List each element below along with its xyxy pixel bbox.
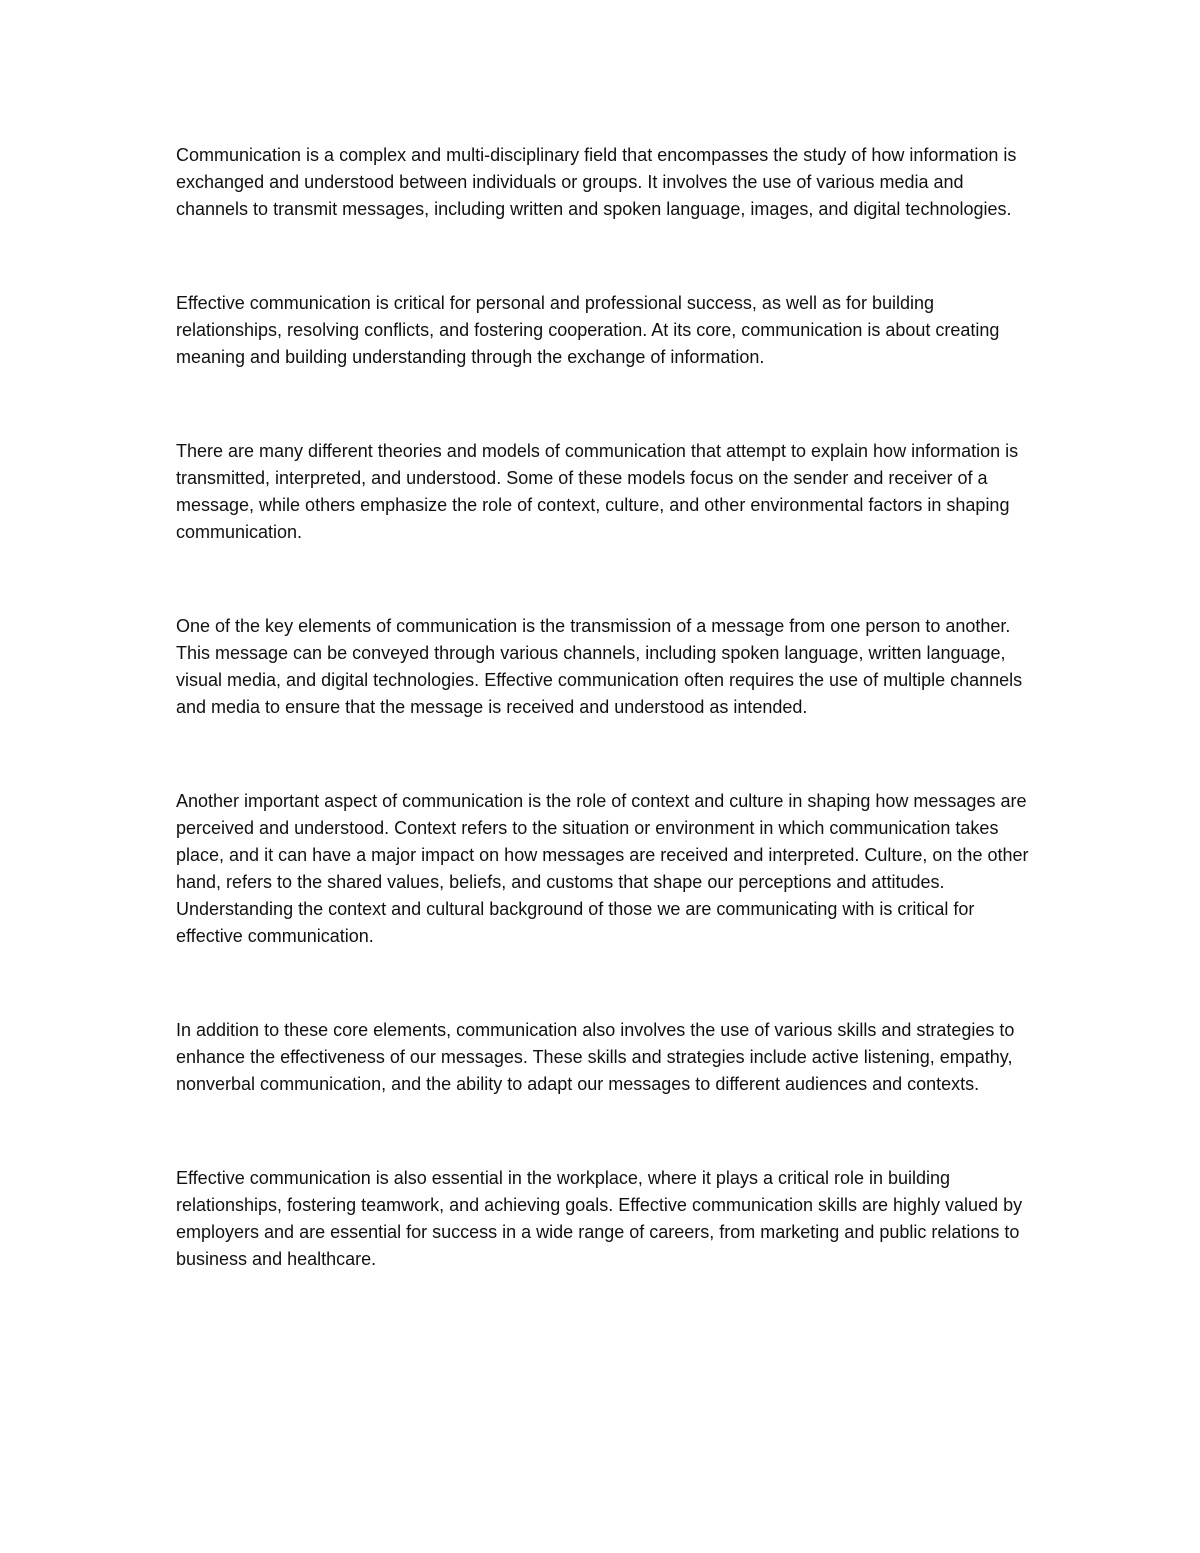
- paragraph-5: Another important aspect of communication is the role of context and culture in shaping how messages are perceived and understood. Context refers to the situation or environment in which communication takes place, and it can have a major impact on how messages are received and interpreted. Culture, on the other hand, refers to the shared values, beliefs, and customs that shape our perceptions and attitudes. Understanding the context and cultural background of those we are communicating with is critical for effective communication.: [176, 791, 1029, 946]
- paragraph-2: Effective communication is critical for personal and professional success, as well as for building relationships, resolving conflicts, and fostering cooperation. At its core, communication is about creating meaning and building understanding through the exchange of information.: [176, 293, 1000, 367]
- paragraph-3: There are many different theories and models of communication that attempt to explain how information is transmitted, interpreted, and understood. Some of these models focus on the sender and receiver of a message, while others emphasize the role of context, culture, and other environmental factors in shaping communication.: [176, 441, 1019, 542]
- document-body: [176, 142, 1036, 1340]
- paragraph-7: Effective communication is also essential in the workplace, where it plays a critical role in building relationships, fostering teamwork, and achieving goals. Effective communication skills are highly valued by employers and are essential for success in a wide range of careers, from marketing and public relations to business and healthcare.: [176, 1168, 1023, 1269]
- paragraph-6: In addition to these core elements, communication also involves the use of various skills and strategies to enhance the effectiveness of our messages. These skills and strategies include active listening, empathy, nonverbal communication, and the ability to adapt our messages to different audiences and contexts.: [176, 1020, 1015, 1094]
- paragraph-4: One of the key elements of communication is the transmission of a message from one person to another. This message can be conveyed through various channels, including spoken language, written language, visual media, and digital technologies. Effective communication often requires the use of multiple channels and media to ensure that the message is received and understood as intended.: [176, 616, 1023, 717]
- paragraph-1: Communication is a complex and multi-disciplinary field that encompasses the study of how information is exchanged and understood between individuals or groups. It involves the use of various media and channels to transmit messages, including written and spoken language, images, and digital technologies.: [176, 145, 1017, 219]
